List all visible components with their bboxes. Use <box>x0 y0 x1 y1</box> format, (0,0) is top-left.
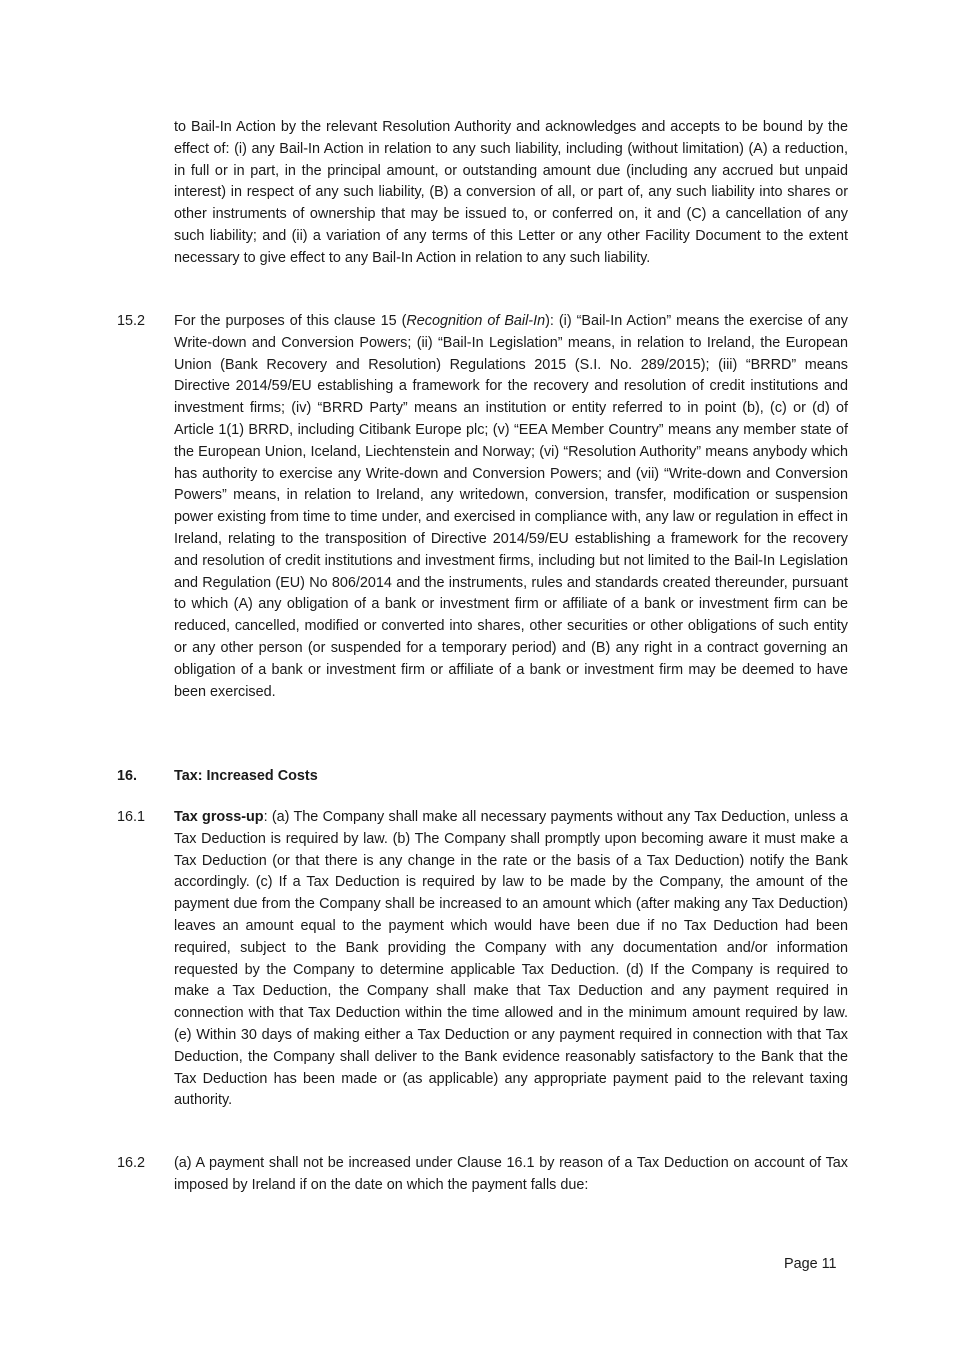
section-16-title: Tax: Increased Costs <box>174 768 318 784</box>
clause-16-2-number: 16.2 <box>117 1155 146 1171</box>
continuation-paragraph: to Bail-In Action by the relevant Resolution Authority and acknowledges and accepts to be bound by the effect of: (i) any Bail-In Action in relation to any such liability, including (without limitation) (A) a reduction, in full or in part, in the principal amount, or outstanding amount due (including any accrued but unpaid interest) in respect of any such liability, (B) a conversion of all, or part of, any such liability into shares or other instruments of ownership that may be issued to, or conferred on, it and (C) a cancellation of any such liability; and (ii) a variation of any terms of this Letter or any other Facility Document to the extent necessary to give effect to any Bail-In Action in relation to any such liability. <box>174 119 848 266</box>
section-16-number: 16. <box>117 768 138 784</box>
clause-16-1-number: 16.1 <box>117 809 146 825</box>
tax-gross-up-heading: Tax gross-up <box>174 809 264 825</box>
clause-16-1-paragraph: Tax gross-up: (a) The Company shall make all necessary payments without any Tax Deduction, unless a Tax Deduction is required by law. (b) The Company shall promptly upon becoming aware it must make a Tax Deduction (or that there is any change in the rate or the basis of a Tax Deduction) notify the Bank accordingly. (c) If a Tax Deduction is required by law to be made by the Company, the amount of the payment due from the Company shall be increased to an amount which (after making any Tax Deduction) leaves an amount equal to the payment which would have been due if no Tax Deduction had been required, subject to the Bank providing the Company with any documentation and/or information requested by the Company to determine applicable Tax Deduction. (d) If the Company is required to make a Tax Deduction, the Company shall make that Tax Deduction and any payment required in connection with that Tax Deduction within the time allowed and in the minimum amount required by law. (e) Within 30 days of making either a Tax Deduction or any payment required in connection with that Tax Deduction, the Company shall deliver to the Bank evidence reasonably satisfactory to the Bank that the Tax Deduction has been made or (as applicable) any appropriate payment paid to the relevant taxing authority. <box>174 809 848 1109</box>
clause-15-reference-italic: Recognition of Bail-In <box>406 313 546 329</box>
clause-16-2-paragraph: (a) A payment shall not be increased under Clause 16.1 by reason of a Tax Deduction on account of Tax imposed by Ireland if on the date on which the payment falls due: <box>174 1155 848 1193</box>
clause-15-2-number: 15.2 <box>117 313 146 329</box>
page-number: Page 11 <box>784 1256 837 1272</box>
clause-15-2-paragraph: For the purposes of this clause 15 (Recognition of Bail-In): (i) “Bail-In Action” means the exercise of any Write-down and Conversion Powers; (ii) “Bail-In Legislation” means, in relation to Ireland, the European Union (Bank Recovery and Resolution) Regulations 2015 (S.I. No. 289/2015); (iii) “BRRD” means Directive 2014/59/EU establishing a framework for the recovery and resolution of credit institutions and investment firms; (iv) “BRRD Party” means an institution or entity referred to in point (b), (c) or (d) of Article 1(1) BRRD, including Citibank Europe plc; (v) “EEA Member Country” means any member state of the European Union, Iceland, Liechtenstein and Norway; (vi) “Resolution Authority” means anybody which has authority to exercise any Write-down and Conversion Powers; and (vii) “Write-down and Conversion Powers” means, in relation to Ireland, any writedown, conversion, transfer, modification or suspension power existing from time to time under, and exercised in compliance with, any law or regulation in effect in Ireland, relating to the transposition of Directive 2014/59/EU establishing a framework for the recovery and resolution of credit institutions and investment firms, including but not limited to the Bail-In Legislation and Regulation (EU) No 806/2014 and the instruments, rules and standards created thereunder, pursuant to which (A) any obligation of a bank or investment firm or affiliate of a bank or investment firm can be reduced, cancelled, modified or converted into shares, other securities or other obligations of such entity or any other person (or suspended for a temporary period) and (B) any right in a contract governing an obligation of a bank or investment firm or affiliate of a bank or investment firm may be deemed to have been exercised. <box>174 313 848 700</box>
